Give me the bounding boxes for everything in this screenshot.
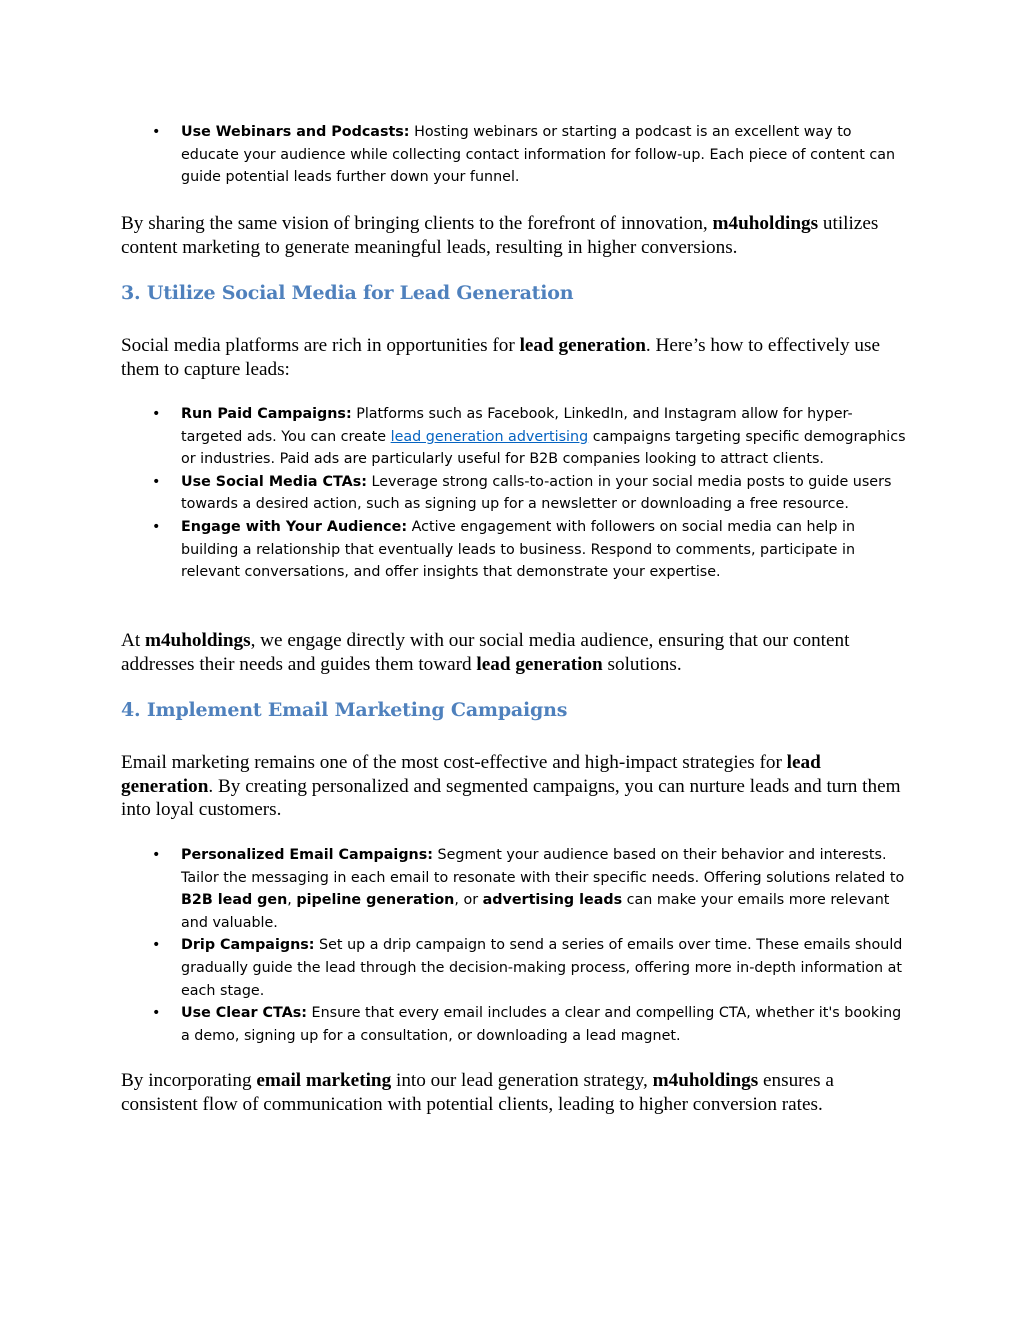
lead-generation-advertising-link[interactable]: lead generation advertising (390, 428, 589, 445)
paragraph-text: At (121, 630, 141, 651)
bold-term: pipeline generation (296, 892, 455, 909)
section-heading-email-marketing: 4. Implement Email Marketing Campaigns (121, 699, 568, 721)
bold-term: lead generation (476, 653, 603, 675)
paragraph-text: into our lead generation strategy, (395, 1070, 648, 1091)
bold-term: lead generation (121, 752, 821, 797)
paragraph-text: . Here’s how to effectively use them to capture leads: (121, 335, 880, 380)
paragraph-text: utilizes content marketing to generate meaningful leads, resulting in higher conversions. (121, 213, 879, 258)
paragraph-text: ensures a consistent flow of communication with potential clients, leading to higher conversion rates. (121, 1070, 834, 1115)
bold-term: advertising leads (482, 892, 623, 909)
bullet-dot: • (152, 1005, 161, 1022)
social-media-intro-paragraph (121, 334, 906, 381)
bullet-dot: • (152, 124, 161, 140)
bullet-text: Segment your audience based on their behavior and interests. Tailor the messaging in each email to resonate with their specific needs. Offering solutions related to (181, 847, 905, 886)
list-item (120, 1002, 910, 1047)
bullet-title: Engage with Your Audience: (181, 518, 408, 535)
bullet-text: campaigns targeting specific demographics or industries. Paid ads are particularly useful for B2B companies looking to attract clients. (181, 428, 906, 468)
section-heading-social-media: 3. Utilize Social Media for Lead Generation (121, 282, 574, 304)
content-marketing-paragraph (121, 212, 906, 259)
bullet-text: Platforms such as Facebook, LinkedIn, and Instagram allow for hyper-targeted ads. You can create (181, 406, 853, 445)
bullet-title: Use Webinars and Podcasts: (181, 124, 410, 140)
paragraph-text: , we engage directly with our social media audience, ensuring that our content addresses their needs and guides them toward (121, 630, 850, 675)
brand-name: m4uholdings (144, 630, 251, 651)
paragraph-text: By sharing the same vision of bringing clients to the forefront of innovation, (121, 213, 708, 234)
bullet-text: Hosting webinars or starting a podcast is an excellent way to educate your audience while collecting contact information for follow-up. Each piece of content can guide potential leads further down your funnel. (181, 124, 896, 186)
bullet-text: Active engagement with followers on social media can help in building a relationship that eventually leads to business. Respond to comments, participate in relevant conversations, and offer insights that demonstrate your expertise. (181, 518, 856, 581)
bullet-dot: • (152, 937, 161, 954)
email-marketing-bullet-list (120, 844, 910, 1047)
email-marketing-intro-paragraph (121, 751, 906, 822)
paragraph-text: Social media platforms are rich in opportunities for (121, 335, 515, 356)
paragraph-text: By incorporating (121, 1070, 252, 1091)
bullet-text: Set up a drip campaign to send a series of emails over time. These emails should gradually guide the lead through the decision-making process, offering more in-depth information at each stage. (181, 937, 903, 999)
list-item (120, 403, 910, 471)
list-item (120, 844, 910, 934)
bullet-dot: • (152, 518, 161, 535)
list-item (120, 471, 910, 516)
bold-term: lead generation (519, 335, 646, 356)
bullet-dot: • (152, 473, 161, 490)
social-media-bullet-list (120, 403, 910, 584)
paragraph-text: solutions. (607, 653, 682, 675)
social-media-closing-paragraph (121, 629, 906, 676)
bold-term: email marketing (256, 1070, 392, 1091)
list-item (120, 934, 910, 1002)
paragraph-text: . By creating personalized and segmented campaigns, you can nurture leads and turn them into loyal customers. (121, 775, 901, 820)
bullet-text: can make your emails more relevant and valuable. (181, 892, 890, 931)
bullet-title: Use Clear CTAs: (181, 1005, 307, 1022)
bullet-title: Run Paid Campaigns: (181, 406, 352, 422)
brand-name: m4uholdings (652, 1070, 759, 1091)
bullet-title: Personalized Email Campaigns: (181, 847, 433, 863)
bullet-text: Leverage strong calls-to-action in your social media posts to guide users towards a desired action, such as signing up for a newsletter or downloading a free resource. (181, 473, 892, 513)
brand-name: m4uholdings (712, 213, 819, 234)
bullet-text: , or (454, 892, 479, 909)
email-marketing-closing-paragraph (121, 1069, 906, 1116)
list-item (120, 121, 910, 189)
bullet-title: Drip Campaigns: (181, 937, 315, 954)
webinar-bullet-list (120, 121, 910, 189)
bullet-dot: • (152, 406, 161, 422)
bullet-text: , (287, 892, 292, 909)
paragraph-text: Email marketing remains one of the most cost-effective and high-impact strategies for (121, 752, 782, 773)
bold-term: B2B lead gen (181, 892, 288, 909)
bullet-title: Use Social Media CTAs: (181, 473, 367, 490)
bullet-dot: • (152, 847, 161, 863)
list-item (120, 516, 910, 584)
bullet-text: Ensure that every email includes a clear and compelling CTA, whether it's booking a demo, signing up for a consultation, or downloading a lead magnet. (181, 1005, 902, 1044)
